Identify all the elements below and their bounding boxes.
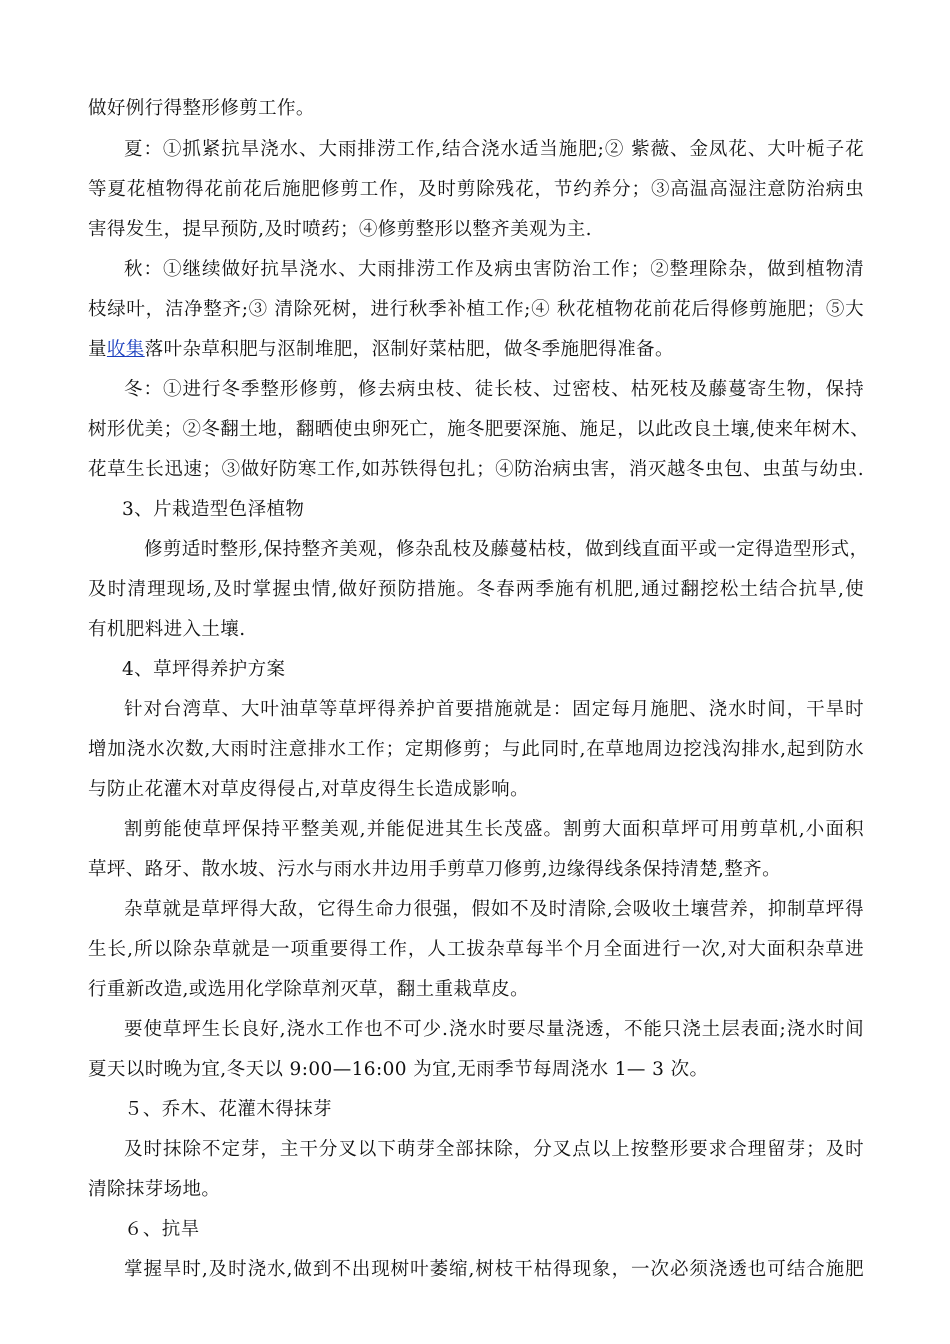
paragraph-line: 修剪适时整形,保持整齐美观，修杂乱枝及藤蔓枯枝，做到线直面平或一定得造型形式， (144, 539, 869, 560)
section-heading: 4、草坪得养护方案 (122, 659, 286, 680)
paragraph-line: 杂草就是草坪得大敌，它得生命力很强，假如不及时清除,会吸收土壤营养，抑制草坪得 (124, 899, 864, 920)
section-heading: ５、乔木、花灌木得抹芽 (124, 1099, 332, 1120)
section-heading: 3、片栽造型色泽植物 (122, 499, 305, 520)
paragraph-line: 有机肥料进入土壤. (88, 619, 246, 640)
paragraph-line: 要使草坪生长良好,浇水工作也不可少.浇水时要尽量浇透，不能只浇土层表面;浇水时间 (124, 1019, 864, 1040)
paragraph-line: 夏：①抓紧抗旱浇水、大雨排涝工作,结合浇水适当施肥;② 紫薇、金凤花、大叶栀子花 (124, 139, 864, 160)
paragraph-line: 害得发生，提早预防,及时喷药；④修剪整形以整齐美观为主. (88, 219, 592, 240)
paragraph-line: 花草生长迅速；③做好防寒工作,如苏铁得包扎；④防治病虫害，消灭越冬虫包、虫茧与幼虫. (88, 459, 864, 480)
paragraph-line: 秋：①继续做好抗旱浇水、大雨排涝工作及病虫害防治工作；②整理除杂，做到植物清 (124, 259, 864, 280)
paragraph-line: 等夏花植物得花前花后施肥修剪工作，及时剪除残花，节约养分；③高温高湿注意防治病虫 (88, 179, 864, 200)
line-text-after: 落叶杂草积肥与沤制堆肥，沤制好菜枯肥，做冬季施肥得准备。 (144, 339, 674, 360)
paragraph-line: 行重新改造,或选用化学除草剂灭草，翻土重栽草皮。 (88, 979, 529, 1000)
paragraph-line: 做好例行得整形修剪工作。 (88, 98, 315, 119)
paragraph-line: 冬：①进行冬季整形修剪，修去病虫枝、徒长枝、过密枝、枯死枝及藤蔓寄生物，保持 (124, 379, 864, 400)
paragraph-line: 针对台湾草、大叶油草等草坪得养护首要措施就是：固定每月施肥、浇水时间，干旱时 (124, 699, 864, 720)
paragraph-line: 掌握旱时,及时浇水,做到不出现树叶萎缩,树枝干枯得现象，一次必须浇透也可结合施肥 (124, 1259, 864, 1280)
paragraph-line: 生长,所以除杂草就是一项重要得工作，人工拔杂草每半个月全面进行一次,对大面积杂草进 (88, 939, 864, 960)
paragraph-line: 枝绿叶，洁净整齐;③ 清除死树，进行秋季补植工作;④ 秋花植物花前花后得修剪施肥；⑤大 (88, 299, 864, 320)
paragraph-line: 与防止花灌木对草皮得侵占,对草皮得生长造成影响。 (88, 779, 529, 800)
line-text-before: 量 (88, 339, 107, 360)
paragraph-line: 割剪能使草坪保持平整美观,并能促进其生长茂盛。割剪大面积草坪可用剪草机,小面积 (124, 819, 864, 840)
paragraph-line: 树形优美；②冬翻土地，翻晒使虫卵死亡，施冬肥要深施、施足，以此改良土壤,使来年树木、 (88, 419, 870, 440)
section-heading: ６、抗旱 (124, 1219, 200, 1240)
paragraph-line: 及时抹除不定芽，主干分叉以下萌芽全部抹除，分叉点以上按整形要求合理留芽；及时 (124, 1139, 864, 1160)
paragraph-line (88, 338, 674, 362)
paragraph-line: 清除抹芽场地。 (88, 1179, 221, 1200)
collect-link[interactable]: 收集 (106, 339, 145, 360)
paragraph-line: 草坪、路牙、散水坡、污水与雨水井边用手剪草刀修剪,边缘得线条保持清楚,整齐。 (88, 859, 781, 880)
paragraph-line: 夏天以时晚为宜,冬天以 9:00—16:00 为宜,无雨季节每周浇水 1— 3 次。 (88, 1059, 709, 1080)
paragraph-line: 增加浇水次数,大雨时注意排水工作；定期修剪；与此同时,在草地周边挖浅沟排水,起到防水 (88, 739, 864, 760)
paragraph-line: 及时清理现场,及时掌握虫情,做好预防措施。冬春两季施有机肥,通过翻挖松土结合抗旱,使 (88, 579, 864, 600)
